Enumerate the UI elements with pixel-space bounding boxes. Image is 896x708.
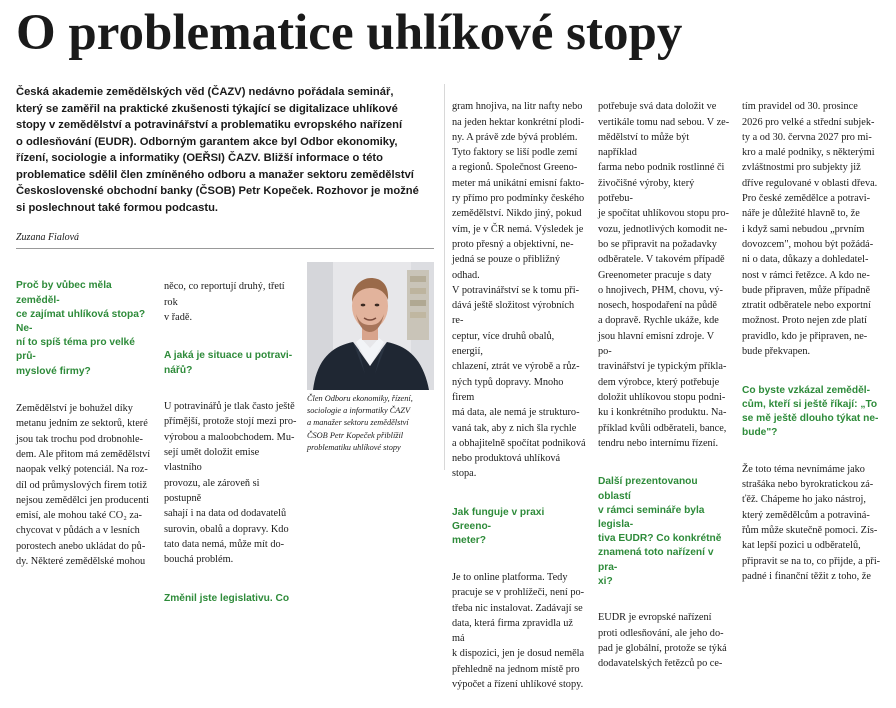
portrait-photo	[307, 262, 434, 390]
question-2: A jaká je situace u potravi- nářů?	[164, 350, 293, 376]
question-4: Jak funguje v praxi Greeno- meter?	[452, 507, 545, 547]
answer-1-continued: něco, co reportují druhý, třetí rok v řadě.	[164, 281, 285, 323]
answer-5: potřebuje svá data doložit ve vertikále tomu nad sebou. V ze- mědělství to může být například farma nebo podnik rostlinné či živočišné výroby, který potřebu- je spočítat uhlíkovou stopu pro- vozu, jednotlivých komodit ne- bo se připravit na požadavky odběratele. V takovém případě Greenometer pracuje s daty o hnojivech, PHM, chovu, vý- nosech, hospodaření na půdě a dopravě. Rychle ukáže, kde jsou hlavní emisní zdroje. V po- travinářství je typickým příkla- dem výrobce, který potřebuje doložit uhlíkovou stopu podni- ku i konkrétního produktu. Na- příklad kvůli odběrateli, bance, tendru nebo internímu řízení.	[598, 101, 730, 449]
article-title: O problematice uhlíkové stopy	[16, 5, 683, 61]
column-divider	[444, 84, 445, 470]
article-lead: Česká akademie zemědělských věd (ČAZV) nedávno pořádala seminář, který se zaměřil na praktické zkušenosti týkající se digitalizace uhlíkové stopy v zemědělství a potravinářství a problematiku evropského nařízení o odlesňování (EUDR). Odborným garantem akce byl Odbor ekonomiky, řízení, sociologie a informatiky (OEŘSI) ČAZV. Bližší informace o této problematice sdělil člen zmíněného odboru a manažer sektoru zemědělství Československé obchodní banky (ČSOB) Petr Kopeček. Rozhovor je možné si poslechnout také formou podcastu.	[16, 86, 419, 214]
question-3: Změnil jste legislativu. Co	[164, 592, 290, 604]
column-3	[452, 84, 586, 690]
question-5: Další prezentovanou oblastí v rámci semináře byla legisla- tiva EUDR? Co konkrétně znamená toto nařízení v pra- xi?	[598, 476, 722, 587]
answer-7: tím pravidel od 30. prosince 2026 pro velké a střední subjek- ty a od 30. června 2027 pro mi- kro a malé podniky, s některými zvláštnostmi pro subjekty již dříve regulované v oblasti dřeva. Pro české zemědělce a potravi- náře je důležité hlavně to, že i když sami nebudou „prvním dovozcem", mohou být požádá- ni o data, důkazy a dohledatel- nost v rámci řetězce. A kdo ne- bude připraven, může případně ztratit odběratele nebo exportní možnost. Proto nejen zde platí pravidlo, kdo je připraven, ne- bude překvapen.	[742, 101, 878, 358]
answer-4: Je to online platforma. Tedy pracuje se v prohlížeči, není po- třeba nic instalovat. Zadávají se data, která firma zpravidla už má k dispozici, jen je dosud nemělа přehledně na jednom místě pro výpočet a řízení uhlíkové stopy.	[452, 571, 585, 690]
author-divider	[16, 248, 434, 249]
author-name: Zuzana Fialová	[16, 232, 80, 243]
answer-1: Zemědělství je bohužel díky metanu jedním ze sektorů, které jsou tak trochu pod drobnohle- dem. Ale přitom má zemědělství naopak velký potenciál. Na roz- díl od průmyslových firem totiž nejsou zemědělci jen producenti emisí, ale mohou také CO₂ za- chycovat v půdách a v lesních porostech anebo ukládat do pů- dy. Některé zemědělské mohou	[16, 403, 151, 567]
portrait-illustration	[307, 262, 434, 390]
answer-6: EUDR je evropské nařízení proti odlesňování, ale jeho do- pad je globální, protože se týká dodavatelských řetězců po ce-	[598, 612, 727, 670]
question-1: Proč by vůbec měla zeměděl- ce zajímat uhlíková stopa? Ne- ní to spíš téma pro velké prů- myslové firmy?	[16, 280, 146, 377]
column-4	[598, 84, 730, 670]
answer-2: U potravinářů je tlak často ještě přímější, protože stojí mezi pro- výrobou a maloobchodem. Mu- sejí umět doložit emise vlastního provozu, ale zároveň si postupně sahají i na data od dodavatelů surovin, obalů a dopravy. Kdo tato data nemá, může mít do- bouchá problém.	[164, 401, 297, 566]
question-6: Co byste vzkázal zeměděl- cům, kteří si ještě říkají: „To se mě ještě dlouho týkat ne- bude"?	[742, 384, 879, 439]
column-5	[742, 84, 884, 582]
column-2	[164, 264, 298, 604]
answer-8: Že toto téma nevnímáme jako strašáka nebo byrokratickou zá- ťěž. Chápeme ho jako nástroj, který zemědělcům a potraviná- řům může skutečně pomoci. Zís- kat lepší pozici u odběratelů, připravit se na to, co přijde, a při- padné i finanční těžit z toho, že	[742, 463, 881, 582]
photo-caption: Člen Odboru ekonomiky, řízení, sociologie a informatiky ČAZV a manažer sektoru zemědělství ČSOB Petr Kopeček přiblížil problematiku uhlíkové stopy	[307, 394, 413, 452]
answer-3: gram hnojiva, na litr nafty nebo na jeden hektar konkrétní plodi- ny. A právě zde bývá problém. Tyto faktory se liší podle zemí a regionů. Společnost Greeno- meter má unikátní emisní fakto- ry přímo pro podmínky českého zemědělství. Nikdo jiný, pokud vím, je v ČR nemá. Výsledek je proto přesný a objektivní, ne- jedná se pouze o přibližný odhad. V potravinářství se k tomu při- dává ještě složitost výrobních re- ceptur, více druhů obalů, energií, chlazení, ztrát ve výrobě a růz- ných typů dopravy. Mnoho firem má data, ale nemá je strukturo- vaná tak, aby z nich šla rychle a obhajitelně spočítat podniková nebo produktová uhlíková stopa.	[452, 101, 586, 480]
column-1	[16, 264, 152, 567]
